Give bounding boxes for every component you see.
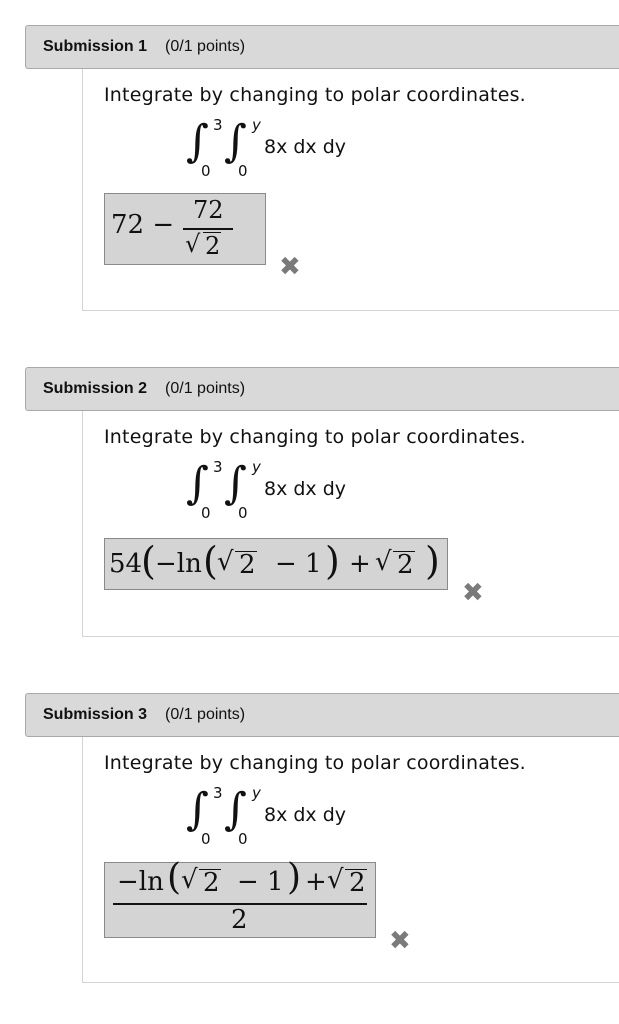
answer-plus: + bbox=[305, 867, 327, 897]
outer-upper-limit: 3 bbox=[213, 784, 223, 802]
inner-lower-limit: 0 bbox=[238, 830, 248, 848]
submission-header bbox=[25, 25, 619, 69]
open-paren: ( bbox=[167, 857, 182, 898]
sqrt-symbol: √ bbox=[181, 865, 198, 895]
radicand: 2 bbox=[349, 868, 366, 898]
sqrt-symbol: √ bbox=[217, 547, 234, 577]
close-paren: ) bbox=[287, 857, 302, 898]
x-mark-icon: ✖ bbox=[389, 926, 411, 956]
outer-upper-limit: 3 bbox=[213, 116, 223, 134]
radicand: 2 bbox=[205, 232, 221, 260]
submission-title: Submission 2 bbox=[43, 380, 148, 397]
fraction-denominator: 2 bbox=[231, 905, 248, 935]
double-integral bbox=[186, 786, 386, 846]
integral-sign: ∫ bbox=[186, 458, 209, 509]
integral-sign: ∫ bbox=[186, 784, 209, 835]
double-integral bbox=[186, 118, 386, 178]
inner-upper-limit: y bbox=[252, 458, 261, 476]
inner-upper-limit: y bbox=[252, 116, 261, 134]
answer-ln: −ln bbox=[117, 867, 164, 897]
close-paren: ) bbox=[425, 539, 440, 583]
open-paren: ( bbox=[203, 539, 218, 583]
outer-upper-limit: 3 bbox=[213, 458, 223, 476]
inner-lower-limit: 0 bbox=[238, 504, 248, 522]
radicand: 2 bbox=[397, 550, 414, 580]
integral-sign: ∫ bbox=[224, 458, 247, 509]
submission-points: (0/1 points) bbox=[165, 380, 246, 397]
submission-title: Submission 1 bbox=[43, 38, 148, 55]
submission-points: (0/1 points) bbox=[165, 38, 246, 55]
submission-header bbox=[25, 693, 619, 737]
question-prompt: Integrate by changing to polar coordinates. bbox=[104, 84, 526, 106]
outer-lower-limit: 0 bbox=[201, 162, 211, 180]
integral-sign: ∫ bbox=[224, 784, 247, 835]
inner-lower-limit: 0 bbox=[238, 162, 248, 180]
integral-sign: ∫ bbox=[186, 116, 209, 167]
outer-lower-limit: 0 bbox=[201, 504, 211, 522]
x-mark-icon: ✖ bbox=[462, 578, 484, 608]
submission-points: (0/1 points) bbox=[165, 706, 246, 723]
fraction-numerator: 72 bbox=[193, 196, 224, 224]
answer-minus-one: − 1 bbox=[237, 867, 284, 897]
x-mark-icon: ✖ bbox=[279, 252, 301, 282]
integral-sign: ∫ bbox=[224, 116, 247, 167]
sqrt-symbol: √ bbox=[375, 547, 392, 577]
submission-header bbox=[25, 367, 619, 411]
inner-upper-limit: y bbox=[252, 784, 261, 802]
integrand: 8x dx dy bbox=[264, 136, 347, 158]
double-integral bbox=[186, 460, 386, 520]
answer-minus-one: − 1 bbox=[275, 549, 322, 579]
radicand: 2 bbox=[203, 868, 220, 898]
open-paren: ( bbox=[141, 539, 156, 583]
answer-coefficient: 54 bbox=[109, 549, 143, 579]
answer-box[interactable] bbox=[104, 857, 376, 938]
outer-lower-limit: 0 bbox=[201, 830, 211, 848]
close-paren: ) bbox=[325, 539, 340, 583]
integrand: 8x dx dy bbox=[264, 804, 347, 826]
question-prompt: Integrate by changing to polar coordinates. bbox=[104, 426, 526, 448]
sqrt-symbol: √ bbox=[185, 230, 201, 258]
submission-title: Submission 3 bbox=[43, 706, 148, 723]
answer-ln: −ln bbox=[155, 549, 202, 579]
answer-box[interactable] bbox=[104, 193, 266, 265]
question-prompt: Integrate by changing to polar coordinates. bbox=[104, 752, 526, 774]
integrand: 8x dx dy bbox=[264, 478, 347, 500]
radicand: 2 bbox=[239, 550, 256, 580]
answer-box[interactable] bbox=[104, 538, 448, 590]
answer-lead: 72 − bbox=[111, 210, 175, 240]
sqrt-symbol: √ bbox=[327, 865, 344, 895]
answer-plus: + bbox=[349, 549, 371, 579]
